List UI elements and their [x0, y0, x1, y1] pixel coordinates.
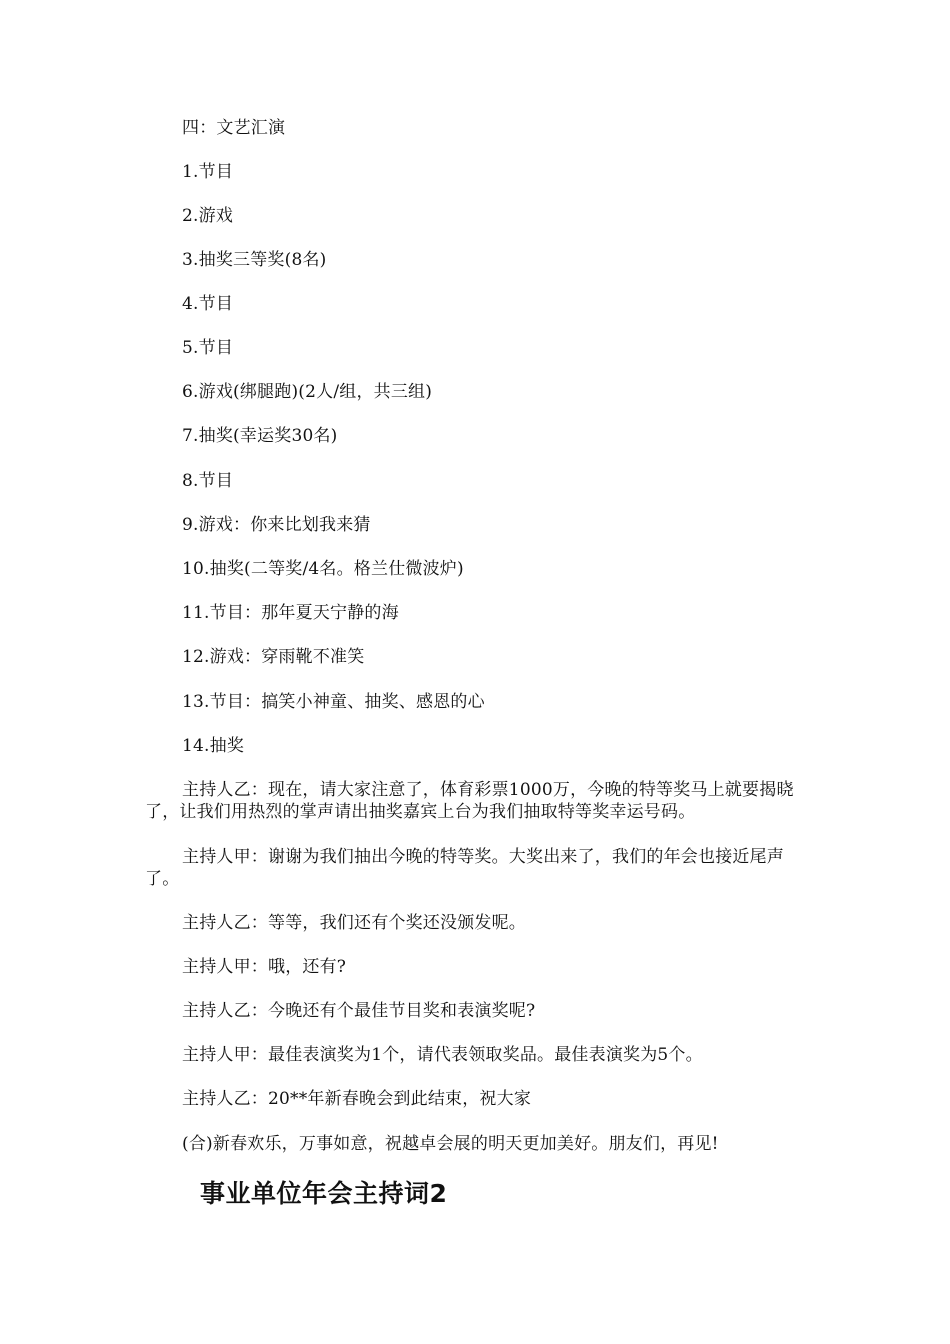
dialogue-paragraph: 主持人乙：等等，我们还有个奖还没颁发呢。: [182, 913, 526, 933]
program-item: 10.抽奖(二等奖/4名。格兰仕微波炉): [182, 559, 464, 579]
dialogue-paragraph: 主持人甲：哦，还有?: [182, 957, 347, 977]
program-item: 4.节目: [182, 294, 234, 314]
dialogue-paragraph: 主持人乙：今晚还有个最佳节目奖和表演奖呢?: [182, 1001, 536, 1021]
next-section-heading: 事业单位年会主持词2: [200, 1179, 448, 1208]
program-item: 2.游戏: [182, 206, 234, 226]
program-item: 1.节目: [182, 162, 234, 182]
program-item: 3.抽奖三等奖(8名): [182, 250, 327, 270]
program-item: 9.游戏：你来比划我来猜: [182, 515, 371, 535]
section-title: 四：文艺汇演: [182, 118, 286, 138]
program-item: 11.节目：那年夏天宁静的海: [182, 603, 399, 623]
dialogue-paragraph: (合)新春欢乐，万事如意，祝越卓会展的明天更加美好。朋友们，再见!: [182, 1134, 719, 1154]
program-item: 5.节目: [182, 338, 234, 358]
dialogue-paragraph: 主持人乙：20**年新春晚会到此结束，祝大家: [182, 1089, 532, 1109]
program-item: 14.抽奖: [182, 736, 245, 756]
program-item: 13.节目：搞笑小神童、抽奖、感恩的心: [182, 692, 485, 712]
dialogue-paragraph: 主持人甲：谢谢为我们抽出今晚的特等奖。大奖出来了，我们的年会也接近尾声了。: [145, 847, 784, 889]
program-item: 6.游戏(绑腿跑)(2人/组，共三组): [182, 382, 433, 402]
program-item: 8.节目: [182, 471, 234, 491]
program-item: 12.游戏：穿雨靴不准笑: [182, 647, 365, 667]
dialogue-paragraph: 主持人乙：现在，请大家注意了，体育彩票1000万，今晚的特等奖马上就要揭晓了，让我们用热烈的掌声请出抽奖嘉宾上台为我们抽取特等奖幸运号码。: [145, 780, 794, 822]
dialogue-paragraph: 主持人甲：最佳表演奖为1个，请代表领取奖品。最佳表演奖为5个。: [182, 1045, 703, 1065]
program-item: 7.抽奖(幸运奖30名): [182, 426, 338, 446]
